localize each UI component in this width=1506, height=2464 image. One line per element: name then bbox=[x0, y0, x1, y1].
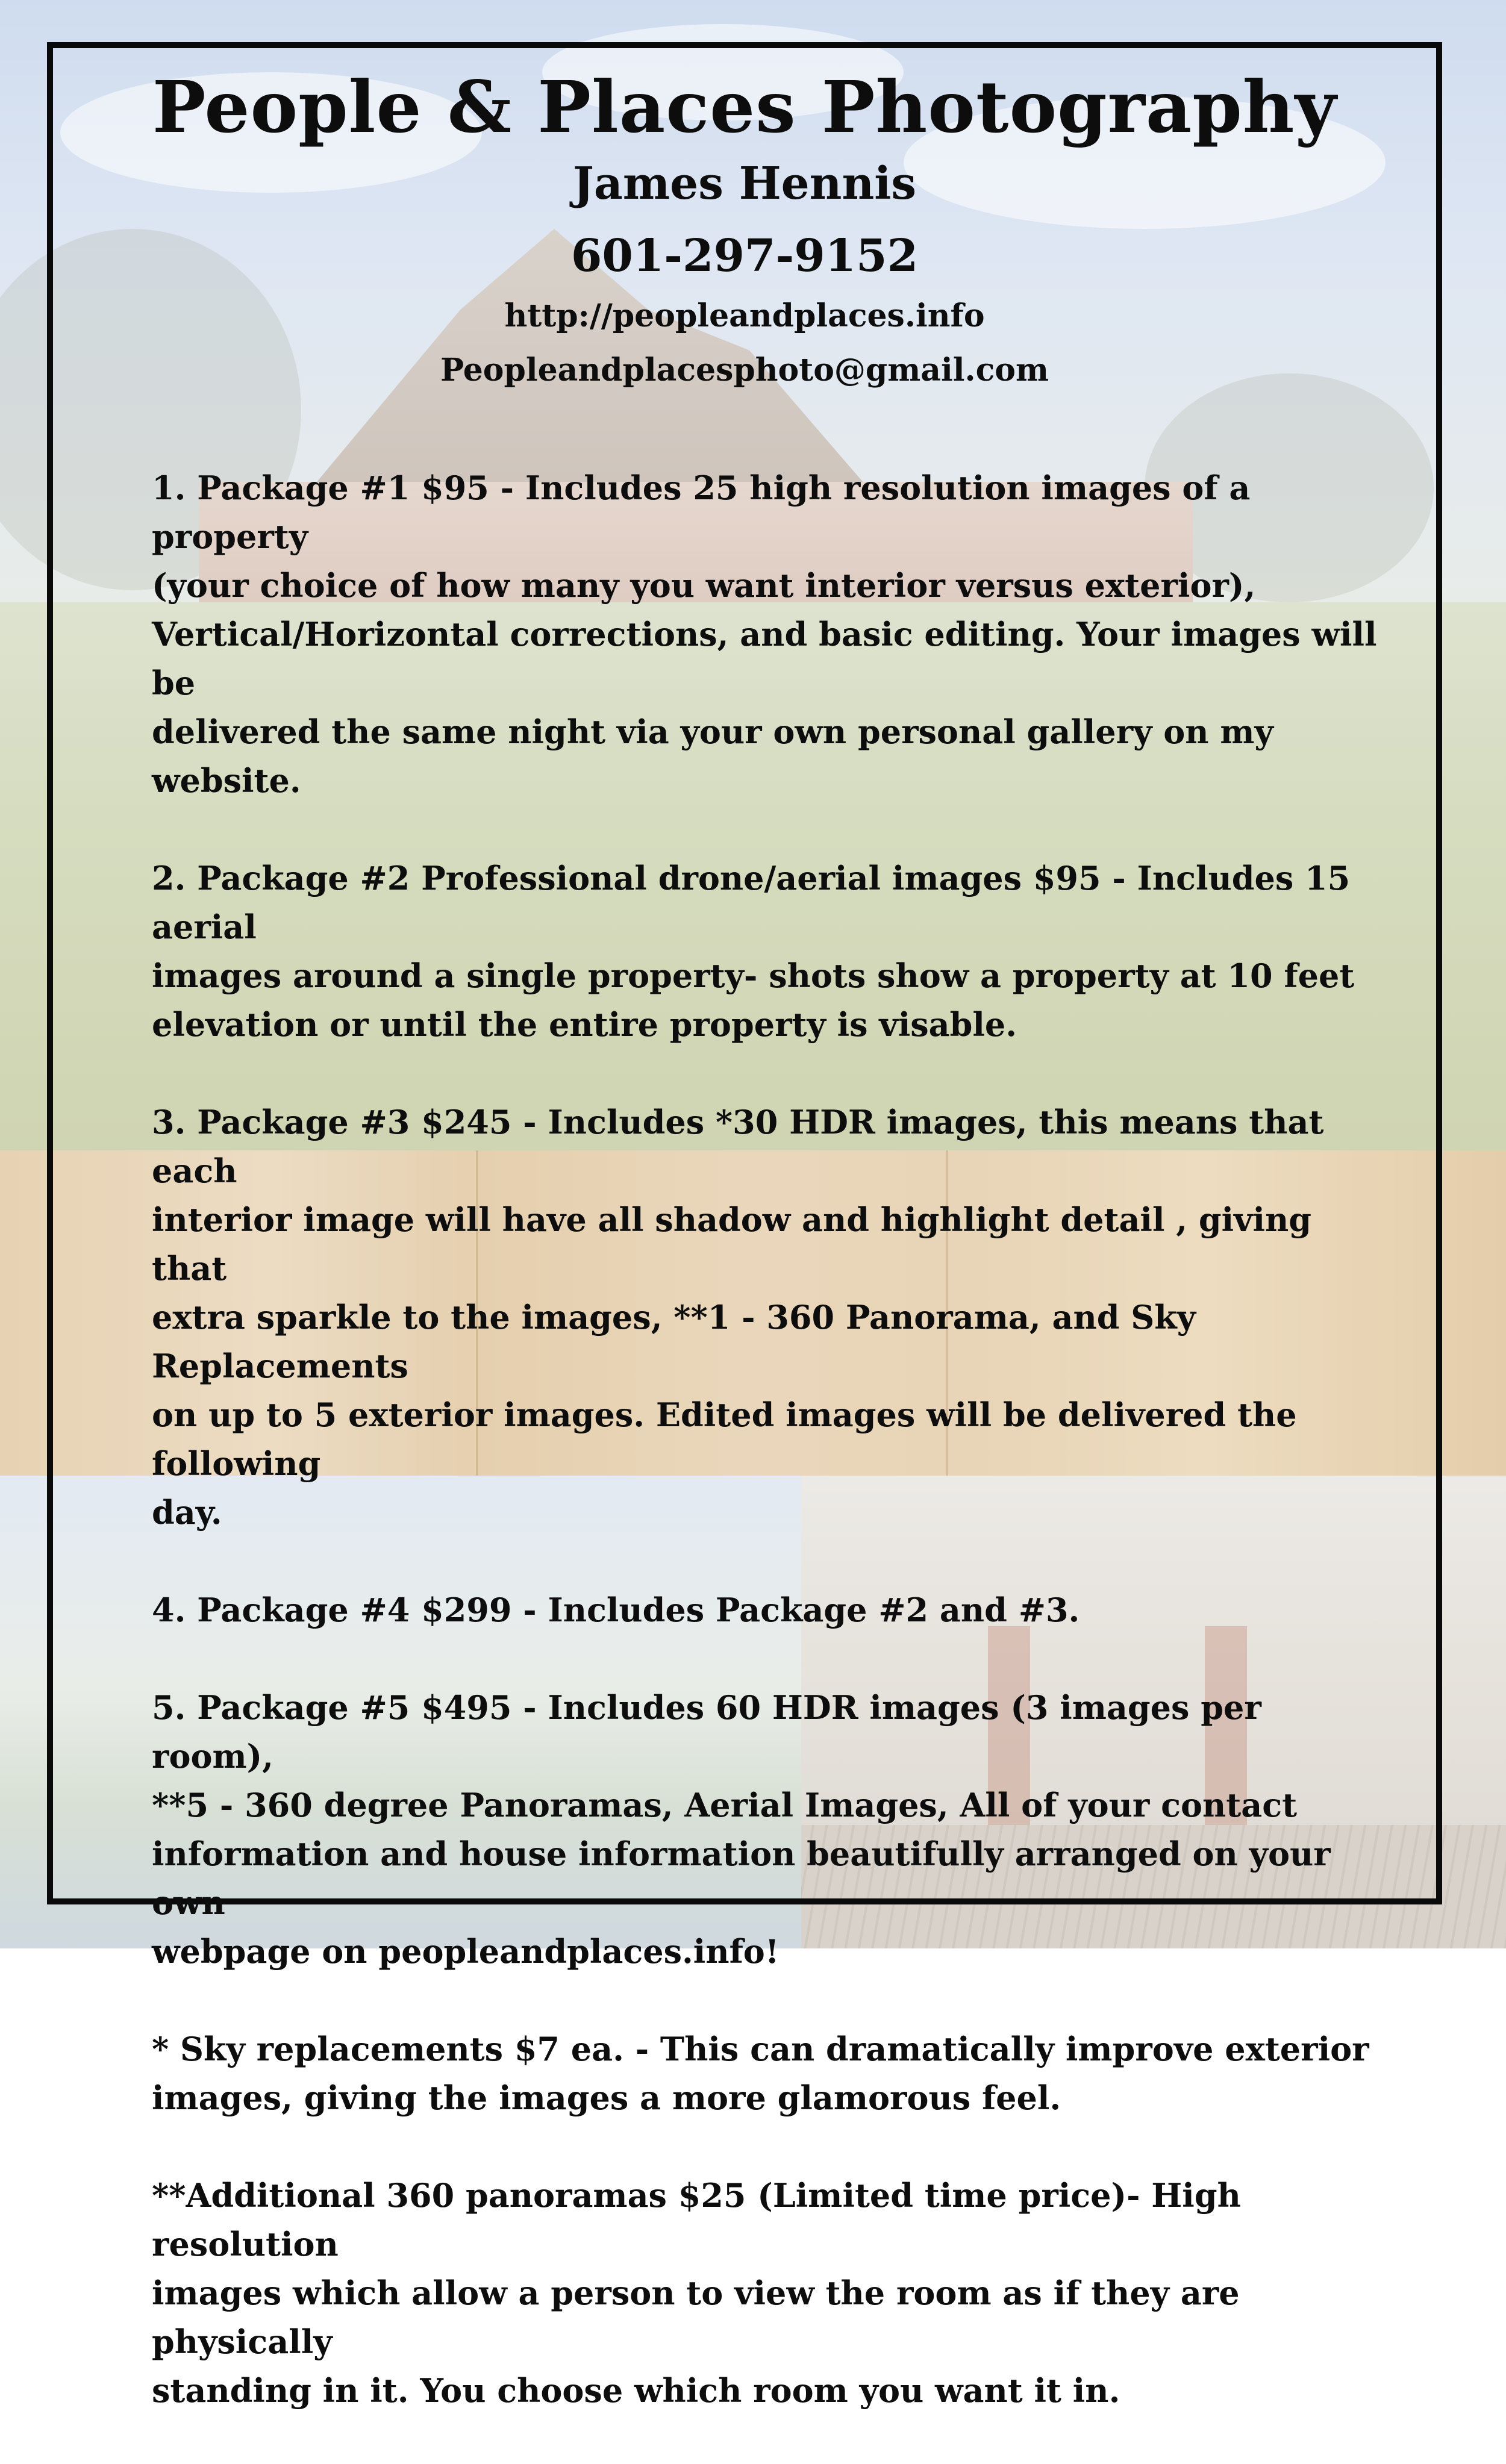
package-2: 2. Package #2 Professional drone/aerial images $95 - Includes 15 aerial images around a single property- shots show a property at 10 feet elevation or until the entire property is visable. bbox=[152, 859, 1355, 1044]
package-1: 1. Package #1 $95 - Includes 25 high resolution images of a property (your choice of how many you want interior versus exterior), Vertical/Horizontal corrections, and basic editing. Your images will be delivered the same night via your own personal gallery on my website. bbox=[152, 469, 1377, 800]
page-title: People & Places Photography bbox=[152, 65, 1337, 149]
package-3: 3. Package #3 $245 - Includes *30 HDR images, this means that each interior image will have all shadow and highlight detail , giving that extra sparkle to the images, **1 - 360 Panorama, and Sky Replacements on up to 5 exterior images. Edited images will be delivered the following day. bbox=[152, 1103, 1324, 1532]
phone-number: 601-297-9152 bbox=[570, 230, 919, 282]
photographer-name: James Hennis bbox=[572, 158, 917, 210]
addon-sky-replacement: * Sky replacements $7 ea. - This can dramatically improve exterior images, giving the images a more glamorous feel. bbox=[152, 2030, 1369, 2117]
website-link[interactable]: http://peopleandplaces.info bbox=[504, 298, 985, 334]
package-4: 4. Package #4 $299 - Includes Package #2 and #3. bbox=[152, 1591, 1080, 1629]
package-5: 5. Package #5 $495 - Includes 60 HDR images (3 images per room), **5 - 360 degree Panoramas, Aerial Images, All of your contact information and house information beautifully arranged on your own webpage on peopleandplaces.info! bbox=[152, 1688, 1331, 1971]
package-list bbox=[152, 464, 1381, 2464]
email-address[interactable]: Peopleandplacesphoto@gmail.com bbox=[440, 352, 1049, 388]
addon-360-panorama: **Additional 360 panoramas $25 (Limited time price)- High resolution images which allow a person to view the room as if they are physically standing in it. You choose which room you want it in. bbox=[152, 2176, 1241, 2410]
